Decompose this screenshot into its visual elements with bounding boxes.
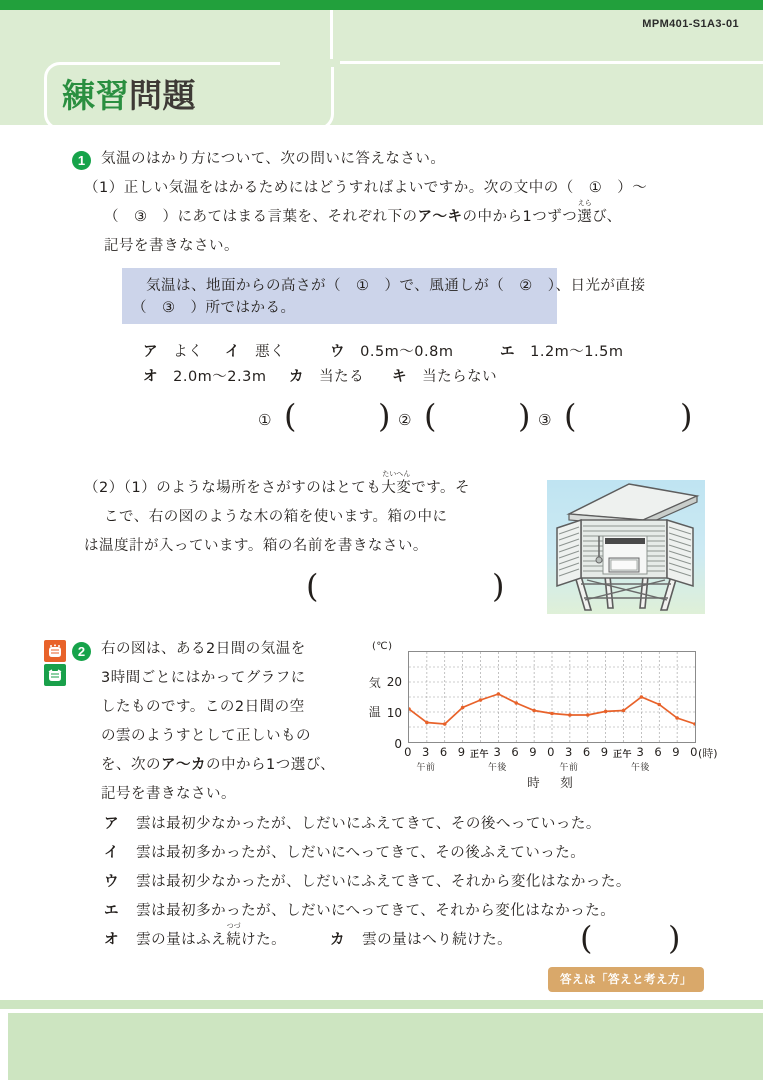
q2-choice-i-text: 雲は最初多かったが、しだいにへってきて、その後ふえていった。 [136,845,586,861]
page-title [62,70,196,117]
chart-point [479,698,483,702]
q2-choice-e-mark: エ [104,903,119,919]
q2-choice-o-mark: オ [104,932,119,948]
q1-choice-ki-text: 当たらない [422,369,498,385]
skill-icon-green [44,664,66,686]
q2-choice-e [104,903,615,920]
chart-point [675,716,679,720]
question-2-line2: 3時間ごとにはかってグラフに [101,670,306,686]
chart-point [532,709,536,713]
chart-xtick-16: 0 [690,745,698,759]
weather-box-illustration [547,480,705,614]
q1-choice-ka [289,369,364,386]
chart-ytick-0: 0 [394,737,402,751]
chart-x-unit: (時) [698,747,718,760]
header-divider-vertical [330,10,333,63]
chart-xtick-2: 6 [439,745,448,759]
q2-choice-ka-mark: カ [330,932,345,948]
chart-xtick-7: 9 [529,745,538,759]
title-plate-notch [280,59,340,67]
chart-y-axis-label-char1: 気 [368,676,382,690]
sub1-line2-choice-range: ア〜キ [417,209,463,225]
sub1-line2-seg-c: の中から1つずつ [462,209,578,225]
chart-point [657,703,661,707]
sub1-line2-seg-a: （ ③ ）にあてはまる言葉を、それぞれ下の [104,209,418,225]
sub2-line1-ruby [381,470,412,497]
chart-xtick-8: 0 [547,745,555,759]
chart-xgroup-0: 午前 [416,763,436,773]
q1-choice-i [225,344,285,361]
chart-point [461,706,465,710]
temperature-chart [366,641,718,790]
sub1-line2-ruby [577,199,593,226]
chart-xtick-9: 3 [564,745,573,759]
question-1-sub1-line1: （1）正しい気温をはかるためにはどうすればよいですか。次の文中の（ ① ）〜 [84,180,648,196]
answer-reference-badge[interactable]: 答えは「答えと考え方」 [548,967,704,992]
q1-choice-a-text: よく [173,344,204,360]
chart-xtick-0: 0 [404,745,412,759]
answer-paren-close-1[interactable]: ) [378,397,391,435]
sub2-line1-seg-a: （2）（1）のような場所をさがすのはとても [84,480,382,496]
question-2-line5 [101,757,335,774]
document-code: MPM401-S1A3-01 [642,18,739,30]
q1-choice-a [143,344,203,361]
footer-left-edge [0,1013,8,1080]
q1-choice-ki [392,369,497,386]
q1-choice-e-text: 1.2m〜1.5m [530,344,624,360]
question-1-sub2-line3: は温度計が入っています。箱の名前を書きなさい。 [84,538,428,554]
chart-point [425,721,429,725]
chart-y-axis-label [368,669,382,727]
chart-point [568,713,572,717]
q1-choice-u-text: 0.5m〜0.8m [360,344,454,360]
q1-choice-u [330,344,453,361]
q2-answer-paren-close[interactable]: ) [668,919,681,957]
question-1-sub2-line2: こで、右の図のような木の箱を使います。箱の中に [104,509,448,525]
chart-xtick-11: 9 [600,745,609,759]
answer-paren-open-3[interactable]: ( [564,397,577,435]
q2-choice-a-mark: ア [104,816,119,832]
q2-line5-seg-a: を、次の [101,757,161,773]
top-green-bar [0,0,763,10]
sub1-line2-ruby-base: 選 [577,209,593,225]
q2-choice-o [104,922,287,949]
q2-choice-i-mark: イ [104,845,119,861]
chart-point [640,695,644,699]
q1-choice-i-text: 悪く [255,344,286,360]
question-1-sub1-line3: 記号を書きなさい。 [104,238,239,254]
chart-svg [409,652,695,742]
q2-choice-a [104,816,601,833]
q1-choice-e [500,344,623,361]
footer-band-top [0,1000,763,1009]
chart-point [586,713,590,717]
answer-paren-close-3[interactable]: ) [680,397,693,435]
q1-choice-o-mark: オ [143,369,158,385]
q2-choice-o-ruby-base: 続 [226,932,242,948]
quote-line-1: 気温は、地面からの高さが（ ① ）で、風通しが（ ② ）、日光が直接 [146,278,646,294]
quote-line-2: （ ③ ）所ではかる。 [132,300,296,317]
answer-label-1: ① [258,411,272,429]
q2-choice-e-text: 雲は最初多かったが、しだいにへってきて、それから変化はなかった。 [136,903,616,919]
q1-choice-o-text: 2.0m〜2.3m [173,369,267,385]
chart-xtick-10: 6 [582,745,591,759]
q2-line5-choice-range: ア〜カ [161,757,206,773]
chart-point [514,701,518,705]
answer-paren-close-2[interactable]: ) [518,397,531,435]
q2-choice-o-ruby-reading: つづ [226,922,241,930]
answer-paren-open-2[interactable]: ( [424,397,437,435]
skill-icon-orange [44,640,66,662]
chart-ytick-20: 20 [386,675,402,689]
q2-choice-o-seg-b: けた。 [241,932,287,948]
chart-point [604,710,608,714]
chart-x-axis-title: 時 刻 [527,775,577,790]
chart-xtick-13: 3 [636,745,645,759]
q2-choice-a-text: 雲は最初少なかったが、しだいにふえてきて、その後へっていった。 [136,816,601,832]
chart-plot-area [408,651,696,743]
answer-label-2: ② [398,411,412,429]
q2-line5-seg-c: の中から1つ選び、 [206,757,336,773]
answer-paren-close-box-name[interactable]: ) [492,567,505,605]
page-title-part2: 問題 [129,76,196,115]
sub2-line1-ruby-base: 大変 [381,480,412,496]
chart-y-axis-label-char2: 温 [368,705,382,719]
sub1-line2-seg-d: び、 [592,209,622,225]
chart-xtick-12: 正午 [612,750,632,760]
chart-xgroup-1: 午後 [487,763,507,773]
question-1-number: 1 [72,151,91,170]
chart-ytick-10: 10 [386,706,402,720]
q2-choice-ka [330,932,512,949]
chart-xtick-14: 6 [654,745,663,759]
answer-label-3: ③ [538,411,552,429]
page-title-part1: 練習 [62,76,129,115]
q1-choice-u-mark: ウ [330,344,345,360]
chart-point [443,722,447,726]
fist-icon-green [47,668,63,682]
q2-answer-paren-open[interactable]: ( [580,919,593,957]
header-divider-horizontal [330,61,763,64]
q2-choice-u [104,874,631,891]
question-1-stem: 気温のはかり方について、次の問いに答えなさい。 [101,151,446,167]
q2-choice-i [104,845,585,862]
chart-y-unit: (℃) [372,641,393,652]
q2-choice-ka-text: 雲の量はへり続けた。 [362,932,513,948]
question-2-number: 2 [72,642,91,661]
question-1-sub1-line2 [104,199,622,226]
chart-xtick-15: 9 [672,745,681,759]
q2-choice-u-mark: ウ [104,874,119,890]
question-1-sub2-line1 [84,470,471,497]
chart-xtick-4: 正午 [469,750,489,760]
chart-xtick-5: 3 [493,745,502,759]
q1-choice-a-mark: ア [143,344,158,360]
question-2-line3: したものです。この2日間の空 [101,699,305,715]
question-2-line4: の雲のようすとして正しいもの [101,728,311,744]
chart-xgroup-2: 午前 [559,763,579,773]
question-2-line1: 右の図は、ある2日間の気温を [101,641,306,657]
q1-choice-ka-mark: カ [289,369,304,385]
q2-choice-o-ruby [226,922,242,949]
footer-band-bottom [0,1013,763,1080]
chart-xtick-3: 9 [457,745,466,759]
q1-choice-o [143,369,266,386]
q1-choice-e-mark: エ [500,344,515,360]
q1-choice-ka-text: 当たる [319,369,365,385]
question-1-quote-box [122,268,646,324]
q2-choice-u-text: 雲は最初少なかったが、しだいにふえてきて、それから変化はなかった。 [136,874,631,890]
chart-point [497,692,501,696]
sub1-line2-ruby-reading: えら [577,199,592,207]
fist-icon-orange [47,644,63,658]
chart-point [550,712,554,716]
sub2-line1-ruby-reading: たいへん [382,470,411,478]
question-2-line6: 記号を書きなさい。 [101,786,236,802]
chart-xgroup-3: 午後 [630,763,650,773]
q2-choice-o-seg-a: 雲の量はふえ [136,932,227,948]
q1-choice-i-mark: イ [225,344,240,360]
weather-box-svg [547,480,705,614]
answer-paren-open-box-name[interactable]: ( [306,567,319,605]
chart-point [622,709,626,713]
sub2-line1-seg-b: です。そ [411,480,471,496]
chart-xtick-6: 6 [511,745,520,759]
q1-choice-ki-mark: キ [392,369,407,385]
answer-paren-open-1[interactable]: ( [284,397,297,435]
chart-xtick-1: 3 [421,745,430,759]
